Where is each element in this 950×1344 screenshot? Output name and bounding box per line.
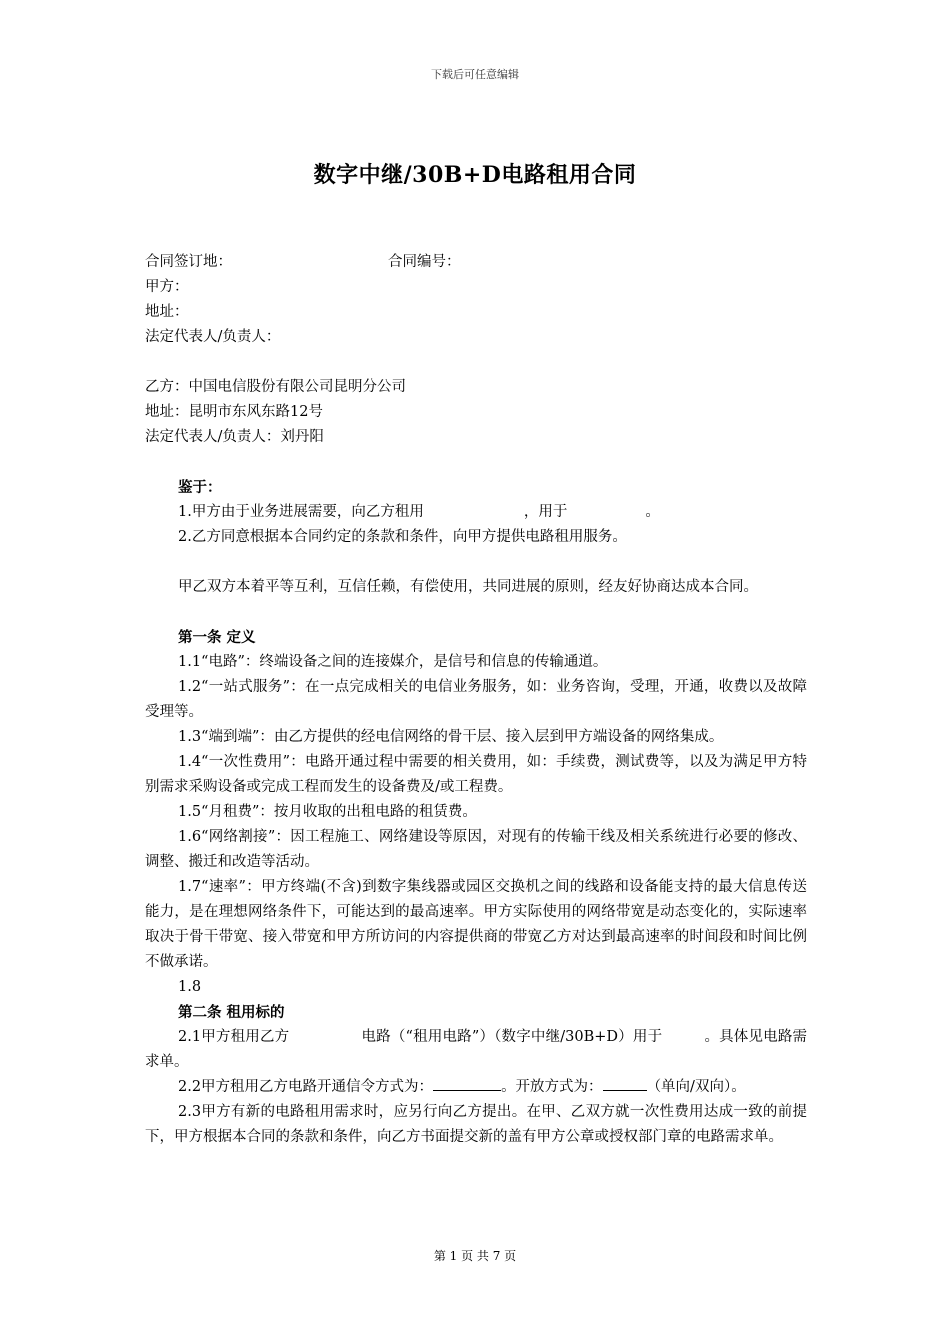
header-note: 下载后可任意编辑 [431, 68, 519, 81]
whereas-item-2: 2.乙方同意根据本合同约定的条款和条件，向甲方提供电路租用服务。 [178, 529, 627, 545]
party-a-label: 甲方： [145, 279, 189, 295]
article-2-item-3: 2.3甲方有新的电路租用需求时，应另行向乙方提出。在甲、乙双方就一次性费用达成一致的前提下，甲方根据本合同的条款和条件，向乙方书面提交新的盖有甲方公章或授权部门章的电路需求单。 [145, 1104, 807, 1145]
article-1-item: 1.1“电路”：终端设备之间的连接媒介，是信号和信息的传输通道。 [178, 654, 608, 670]
article-2-heading: 第二条 租用标的 [178, 1004, 285, 1021]
article-2-item-2: 2.2甲方租用乙方电路开通信令方式为： 。开放方式为： （单向/双向）。 [145, 1075, 807, 1100]
article-1-item: 1.3“端到端”：由乙方提供的经电信网络的骨干层、接入层到甲方端设备的网络集成。 [178, 729, 724, 745]
party-a-address: 地址： [145, 304, 189, 320]
article-1-item: 1.4“一次性费用”：电路开通过程中需要的相关费用，如：手续费，测试费等，以及为满足甲方特别需求采购设备或完成工程而发生的设备费及/或工程费。 [145, 754, 807, 795]
page-footer: 第 1 页 共 7 页 [433, 1249, 517, 1263]
article-1-item: 1.7“速率”：甲方终端(不含)到数字集线器或园区交换机之间的线路和设备能支持的最大信息传送能力，是在理想网络条件下，可能达到的最高速率。甲方实际使用的网络带宽是动态变化的，实际速率取决于骨干带宽、接入带宽和甲方所访问的内容提供商的带宽乙方对达到最高速率的时间段和时间比例不做承诺。 [145, 879, 807, 970]
whereas-heading: 鉴于： [178, 479, 222, 496]
article-1-item: 1.6“网络割接”：因工程施工、网络建设等原因，对现有的传输干线及相关系统进行必要的修改、调整、搬迁和改造等活动。 [145, 829, 807, 870]
contract-no-label: 合同编号： [388, 254, 461, 270]
article-1-item: 1.5“月租费”：按月收取的出租电路的租赁费。 [178, 804, 477, 820]
article-2-item-1: 2.1甲方租用乙方 电路（“租用电路”）（数字中继/30B+D）用于 。具体见电路需求单。 [145, 1029, 808, 1070]
article-1-item: 1.8 [178, 979, 202, 995]
party-a-representative: 法定代表人/负责人： [145, 329, 281, 345]
party-b-name: 乙方：中国电信股份有限公司昆明分公司 [145, 379, 406, 395]
document-title: 数字中继/30B+D电路租用合同 [313, 162, 637, 188]
party-b-representative: 法定代表人/负责人：刘丹阳 [145, 429, 324, 445]
article-1-item: 1.2“一站式服务”：在一点完成相关的电信业务服务，如：业务咨询，受理，开通，收费以及故障受理等。 [145, 679, 807, 720]
preamble-paragraph: 甲乙双方本着平等互利，互信任赖，有偿使用，共同进展的原则，经友好协商达成本合同。 [178, 579, 758, 595]
meta-row-sign [145, 250, 807, 275]
signaling-blank [433, 1076, 501, 1091]
article-1-heading: 第一条 定义 [178, 629, 256, 646]
open-mode-blank [603, 1076, 647, 1091]
whereas-item-1: 1.甲方由于业务进展需要，向乙方租用 ，用于 。 [178, 504, 660, 520]
document-body [145, 250, 807, 1150]
party-b-address: 地址：昆明市东风东路12号 [145, 404, 323, 420]
sign-place-label: 合同签订地： [145, 254, 232, 270]
